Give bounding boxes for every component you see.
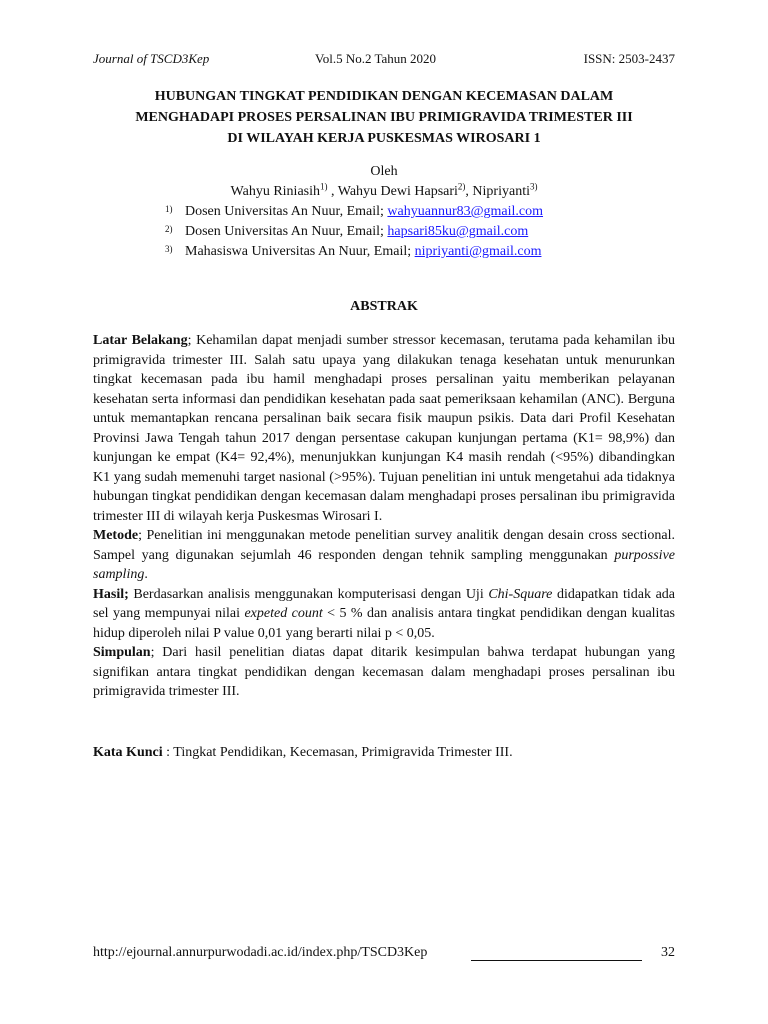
author-sup: 3) (529, 181, 538, 192)
journal-url[interactable]: http://ejournal.annurpurwodadi.ac.id/index.php/TSCD3Kep (93, 945, 428, 960)
author-list (93, 182, 675, 202)
italic-term: purpossive sampling (93, 547, 675, 582)
volume-info: Vol.5 No.2 Tahun 2020 (315, 51, 437, 66)
affiliation-number: 1) (165, 204, 173, 214)
section-label: Hasil; (93, 586, 129, 602)
abstract-result (93, 585, 675, 644)
affiliation-number: 2) (165, 224, 173, 234)
keywords-text: : Tingkat Pendidikan, Kecemasan, Primigravida Trimester III. (162, 745, 513, 760)
author-block (93, 162, 675, 202)
issn: ISSN: 2503-2437 (583, 51, 675, 66)
email-link[interactable]: hapsari85ku@gmail.com (387, 224, 529, 239)
section-label: Metode (93, 528, 139, 543)
email-link[interactable]: wahyuannur83@gmail.com (387, 204, 544, 219)
oleh-label: Oleh (370, 164, 398, 179)
abstract-conclusion (93, 643, 675, 702)
title-line: MENGHADAPI PROSES PERSALINAN IBU PRIMIGRAVIDA TRIMESTER III (135, 110, 633, 125)
paper-title (93, 86, 675, 149)
section-text: < 5 % dan analisis antara tingkat pendidikan dengan kualitas hidup diperoleh nilai P value 0,01 yang berarti nilai p < 0,05. (93, 606, 675, 641)
running-header (93, 51, 675, 69)
section-text: . (144, 567, 148, 582)
footer-rule (471, 960, 642, 961)
author-separator: , (465, 184, 473, 199)
author-name: Nipriyanti (472, 184, 530, 199)
affiliation-text: Mahasiswa Universitas An Nuur, Email; (185, 244, 415, 259)
italic-term: Chi-Square (488, 586, 553, 602)
author-name: Wahyu Dewi Hapsari (337, 184, 458, 199)
section-text: ; Kehamilan dapat menjadi sumber stressor kecemasan, terutama pada kehamilan ibu primigravida trimester III. Salah satu upaya yang dilakukan tenaga kesehatan untuk menurunkan tingkat kecemasan pada ibu hamil menghadapi proses persalinan yaitu memberikan pelayanan kesehatan serta informasi dan pendidikan kesehatan pada saat pemeriksaan kehamilan (ANC). Berguna untuk memantapkan rencana persalinan baik secara fisik maupun psikis. Data dari Profil Kesehatan Provinsi Jawa Tengah tahun 2017 dengan persentase cakupan kunjungan pertama (K1= 98,9%) dan kunjungan ke empat (K4= 92,4%), menunjukkan kunjungan K4 masih rendah (<95%) dibandingkan K1 yang sudah memenuhi target nasional (>95%). Tujuan penelitian ini untuk mengetahui ada tidaknya hubungan tingkat pendidikan dengan kecemasan dalam menghadapi proses persalinan ibu primigravida trimester III di wilayah kerja Puskesmas Wirosari I. (93, 333, 675, 524)
section-text: ; Penelitian ini menggunakan metode penelitian survey analitik dengan desain cross sectional. Sampel yang digunakan sejumlah 46 responden dengan tehnik sampling menggunakan (93, 528, 675, 563)
affiliation-text: Dosen Universitas An Nuur, Email; (185, 204, 388, 219)
section-text: didapatkan tidak ada sel yang mempunyai nilai (93, 586, 675, 621)
italic-term: expeted count (244, 606, 323, 621)
abstract-method (93, 526, 675, 585)
affiliation-number: 3) (165, 244, 173, 254)
affiliation-text: Dosen Universitas An Nuur, Email; (185, 224, 388, 239)
keywords-label: Kata Kunci (93, 745, 163, 760)
section-text: ; Dari hasil penelitian diatas dapat ditarik kesimpulan bahwa terdapat hubungan yang signifikan antara tingkat pendidikan dengan kecemasan dalam menghadapi proses persalinan ibu primigravida trimester III. (93, 645, 675, 699)
email-link[interactable]: nipriyanti@gmail.com (414, 244, 542, 259)
section-label: Simpulan (93, 645, 151, 660)
author-sup: 1) (320, 181, 328, 192)
author-sup: 2) (457, 181, 466, 192)
title-line: HUBUNGAN TINGKAT PENDIDIKAN DENGAN KECEMASAN DALAM (154, 89, 614, 104)
page-footer (93, 945, 675, 965)
journal-name: Journal of TSCD3Kep (93, 51, 210, 66)
abstract-body (93, 331, 675, 702)
abstract-background (93, 331, 675, 526)
section-text: Berdasarkan analisis menggunakan komputerisasi dengan Uji (128, 586, 489, 602)
section-label: Latar Belakang (93, 333, 188, 348)
keywords (93, 743, 675, 763)
title-line: DI WILAYAH KERJA PUSKESMAS WIROSARI 1 (227, 131, 541, 146)
page-number: 32 (661, 945, 675, 960)
abstract-heading: ABSTRAK (350, 299, 418, 314)
author-separator: , (327, 184, 338, 199)
affiliations (158, 202, 638, 262)
affiliation-row (158, 202, 638, 222)
affiliation-row (158, 242, 638, 262)
author-name: Wahyu Riniasih (230, 184, 320, 199)
affiliation-row (158, 222, 638, 242)
